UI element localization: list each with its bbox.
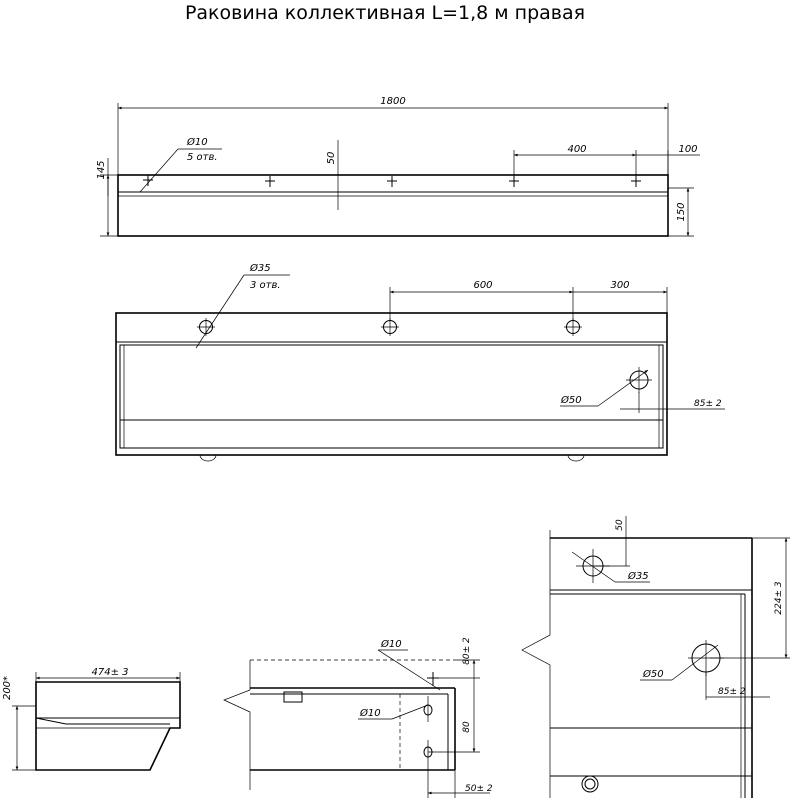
hole-mark — [143, 175, 153, 186]
dim-detail-right-224 — [710, 538, 790, 658]
front-view-outline — [116, 313, 667, 455]
front-hole-diameter: Ø35 — [250, 263, 271, 274]
detail-right-drain — [640, 640, 770, 700]
detail-left-hole-mid — [358, 696, 432, 722]
side-view — [2, 667, 180, 770]
detail-right-leg — [582, 776, 598, 792]
dim-spacing-600 — [390, 280, 667, 320]
front-holes — [197, 318, 582, 336]
dim-1800-label: 1800 — [380, 96, 406, 107]
detail-left-spacing: 80 — [462, 721, 472, 733]
detail-right-top-offset: 50 — [615, 519, 625, 531]
top-hole-count: 5 отв. — [187, 152, 218, 163]
top-spacing: 400 — [567, 144, 587, 155]
detail-left-diameter-top: Ø10 — [381, 639, 402, 650]
side-width: 474± 3 — [91, 667, 129, 678]
detail-left-top-offset: 80± 2 — [462, 637, 472, 665]
dim-spacing-400 — [514, 144, 636, 178]
side-height: 200* — [2, 675, 13, 701]
dim-hole-d35-leader — [196, 262, 290, 348]
detail-right-drain-offset: 85± 2 — [718, 687, 746, 697]
detail-right-hole-diameter: Ø35 — [628, 571, 649, 582]
front-drain — [560, 367, 725, 413]
dim-detail-right-50 — [593, 516, 630, 566]
detail-left-break — [224, 660, 250, 790]
hole-circle — [381, 318, 399, 336]
top-view-holes — [143, 175, 641, 187]
dim-width-474 — [36, 667, 180, 682]
front-view — [116, 262, 725, 461]
front-leg-left — [200, 455, 216, 461]
top-edge-offset: 50 — [326, 151, 337, 165]
hole-circle — [564, 318, 582, 336]
top-hole-diameter: Ø10 — [187, 137, 208, 148]
dim-height-150 — [668, 188, 694, 236]
front-end-offset: 300 — [610, 280, 630, 291]
top-left-height: 145 — [96, 160, 107, 180]
front-drain-offset: 85± 2 — [694, 399, 722, 409]
detail-right-drain-diameter: Ø50 — [643, 669, 664, 680]
front-drain-diameter: Ø50 — [561, 395, 582, 406]
detail-left-edge-offset: 50± 2 — [465, 784, 493, 794]
top-right-height: 150 — [676, 202, 687, 222]
detail-right-break — [522, 530, 550, 798]
dim-height-145 — [96, 158, 118, 236]
detail-left-diameter-mid: Ø10 — [360, 708, 381, 719]
top-view — [96, 96, 700, 236]
dim-hole-d10-leader — [140, 136, 222, 192]
dim-height-200 — [2, 676, 36, 770]
dim-50-bottom — [428, 764, 493, 798]
detail-right-height: 224± 3 — [774, 581, 784, 615]
top-view-outline — [118, 175, 668, 236]
front-leg-right — [568, 455, 584, 461]
side-view-outline — [36, 682, 180, 770]
detail-left-hole-top — [378, 638, 440, 690]
detail-right — [522, 516, 790, 798]
hole-mark — [265, 176, 275, 187]
front-hole-count: 3 отв. — [250, 280, 281, 291]
detail-left — [224, 637, 493, 798]
front-spacing: 600 — [473, 280, 493, 291]
hole-mark — [387, 176, 397, 187]
dim-overall-length — [118, 96, 668, 175]
drawing-title: Раковина коллективная L=1,8 м правая — [184, 2, 586, 24]
top-end-offset: 100 — [678, 144, 698, 155]
